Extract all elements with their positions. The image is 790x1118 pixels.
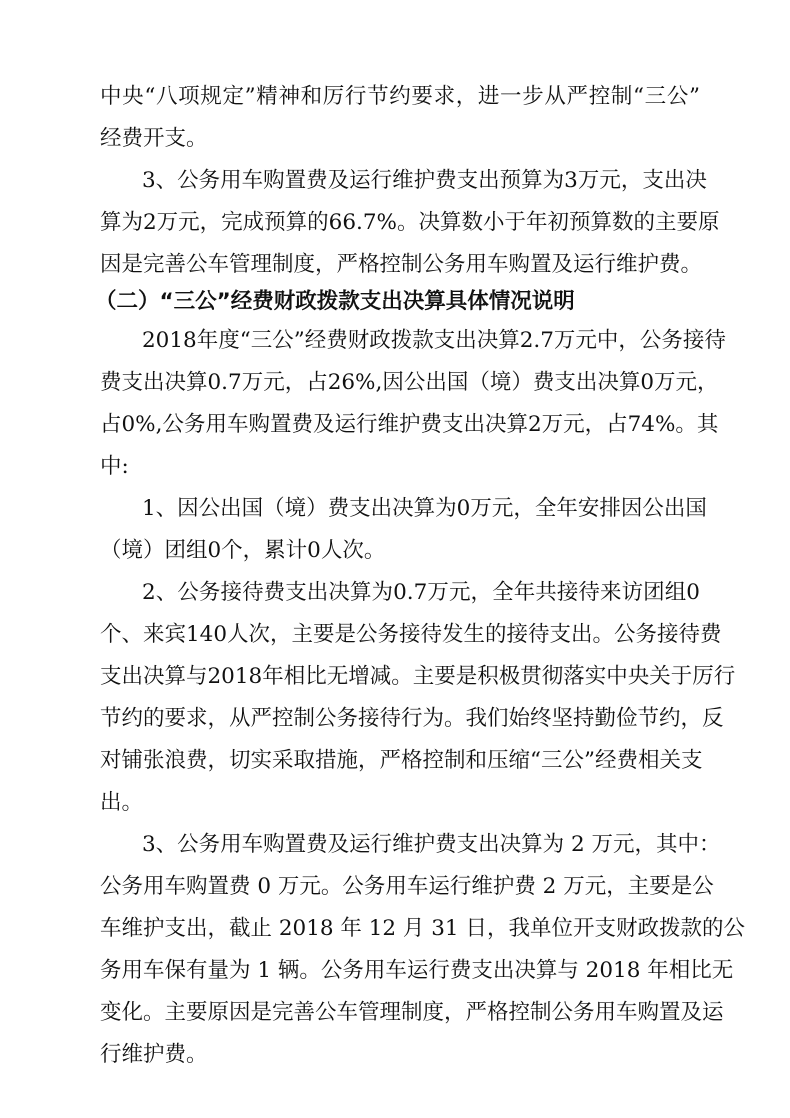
paragraph-line: 费支出决算0.7万元，占26%,因公出国（境）费支出决算0万元， (100, 370, 719, 395)
paragraph-line: 公务用车购置费 0 万元。公务用车运行维护费 2 万元，主要是公 (100, 874, 714, 899)
paragraph-line: 务用车保有量为 1 辆。公务用车运行费支出决算与 2018 年相比无 (100, 958, 734, 983)
paragraph-line: 行维护费。 (100, 1042, 208, 1067)
paragraph-line: 中央“八项规定”精神和厉行节约要求，进一步从严控制“三公” (100, 84, 700, 109)
section-heading: （二）“三公”经费财政拨款支出决算具体情况说明 (95, 289, 575, 314)
paragraph-line: 算为2万元，完成预算的66.7%。决算数小于年初预算数的主要原 (100, 210, 720, 235)
paragraph-line: 因是完善公车管理制度，严格控制公务用车购置及运行维护费。 (100, 252, 703, 277)
paragraph-line: 中: (100, 454, 129, 479)
paragraph-line: 对铺张浪费，切实采取措施，严格控制和压缩“三公”经费相关支 (100, 748, 703, 773)
paragraph-line: 经费开支。 (100, 126, 208, 151)
paragraph-line: 车维护支出，截止 2018 年 12 月 31 日，我单位开支财政拨款的公 (100, 916, 745, 941)
paragraph-line: 3、公务用车购置费及运行维护费支出预算为3万元，支出决 (142, 168, 707, 193)
paragraph-line: （境）团组0个，累计0人次。 (100, 538, 386, 563)
paragraph-line: 2018年度“三公”经费财政拨款支出决算2.7万元中，公务接待 (142, 328, 726, 353)
paragraph-line: 节约的要求，从严控制公务接待行为。我们始终坚持勤俭节约，反 (100, 706, 724, 731)
paragraph-line: 出。 (100, 790, 144, 815)
paragraph-line: 2、公务接待费支出决算为0.7万元，全年共接待来访团组0 (142, 580, 700, 605)
paragraph-line: 个、来宾140人次，主要是公务接待发生的接待支出。公务接待费 (100, 622, 722, 647)
paragraph-line: 1、因公出国（境）费支出决算为0万元，全年安排因公出国 (142, 496, 707, 521)
paragraph-line: 支出决算与2018年相比无增减。主要是积极贯彻落实中央关于厉行 (100, 664, 736, 689)
paragraph-line: 变化。主要原因是完善公车管理制度，严格控制公务用车购置及运 (100, 1000, 724, 1025)
paragraph-line: 3、公务用车购置费及运行维护费支出决算为 2 万元，其中： (142, 832, 721, 857)
paragraph-line: 占0%,公务用车购置费及运行维护费支出决算2万元，占74%。其 (100, 412, 719, 437)
